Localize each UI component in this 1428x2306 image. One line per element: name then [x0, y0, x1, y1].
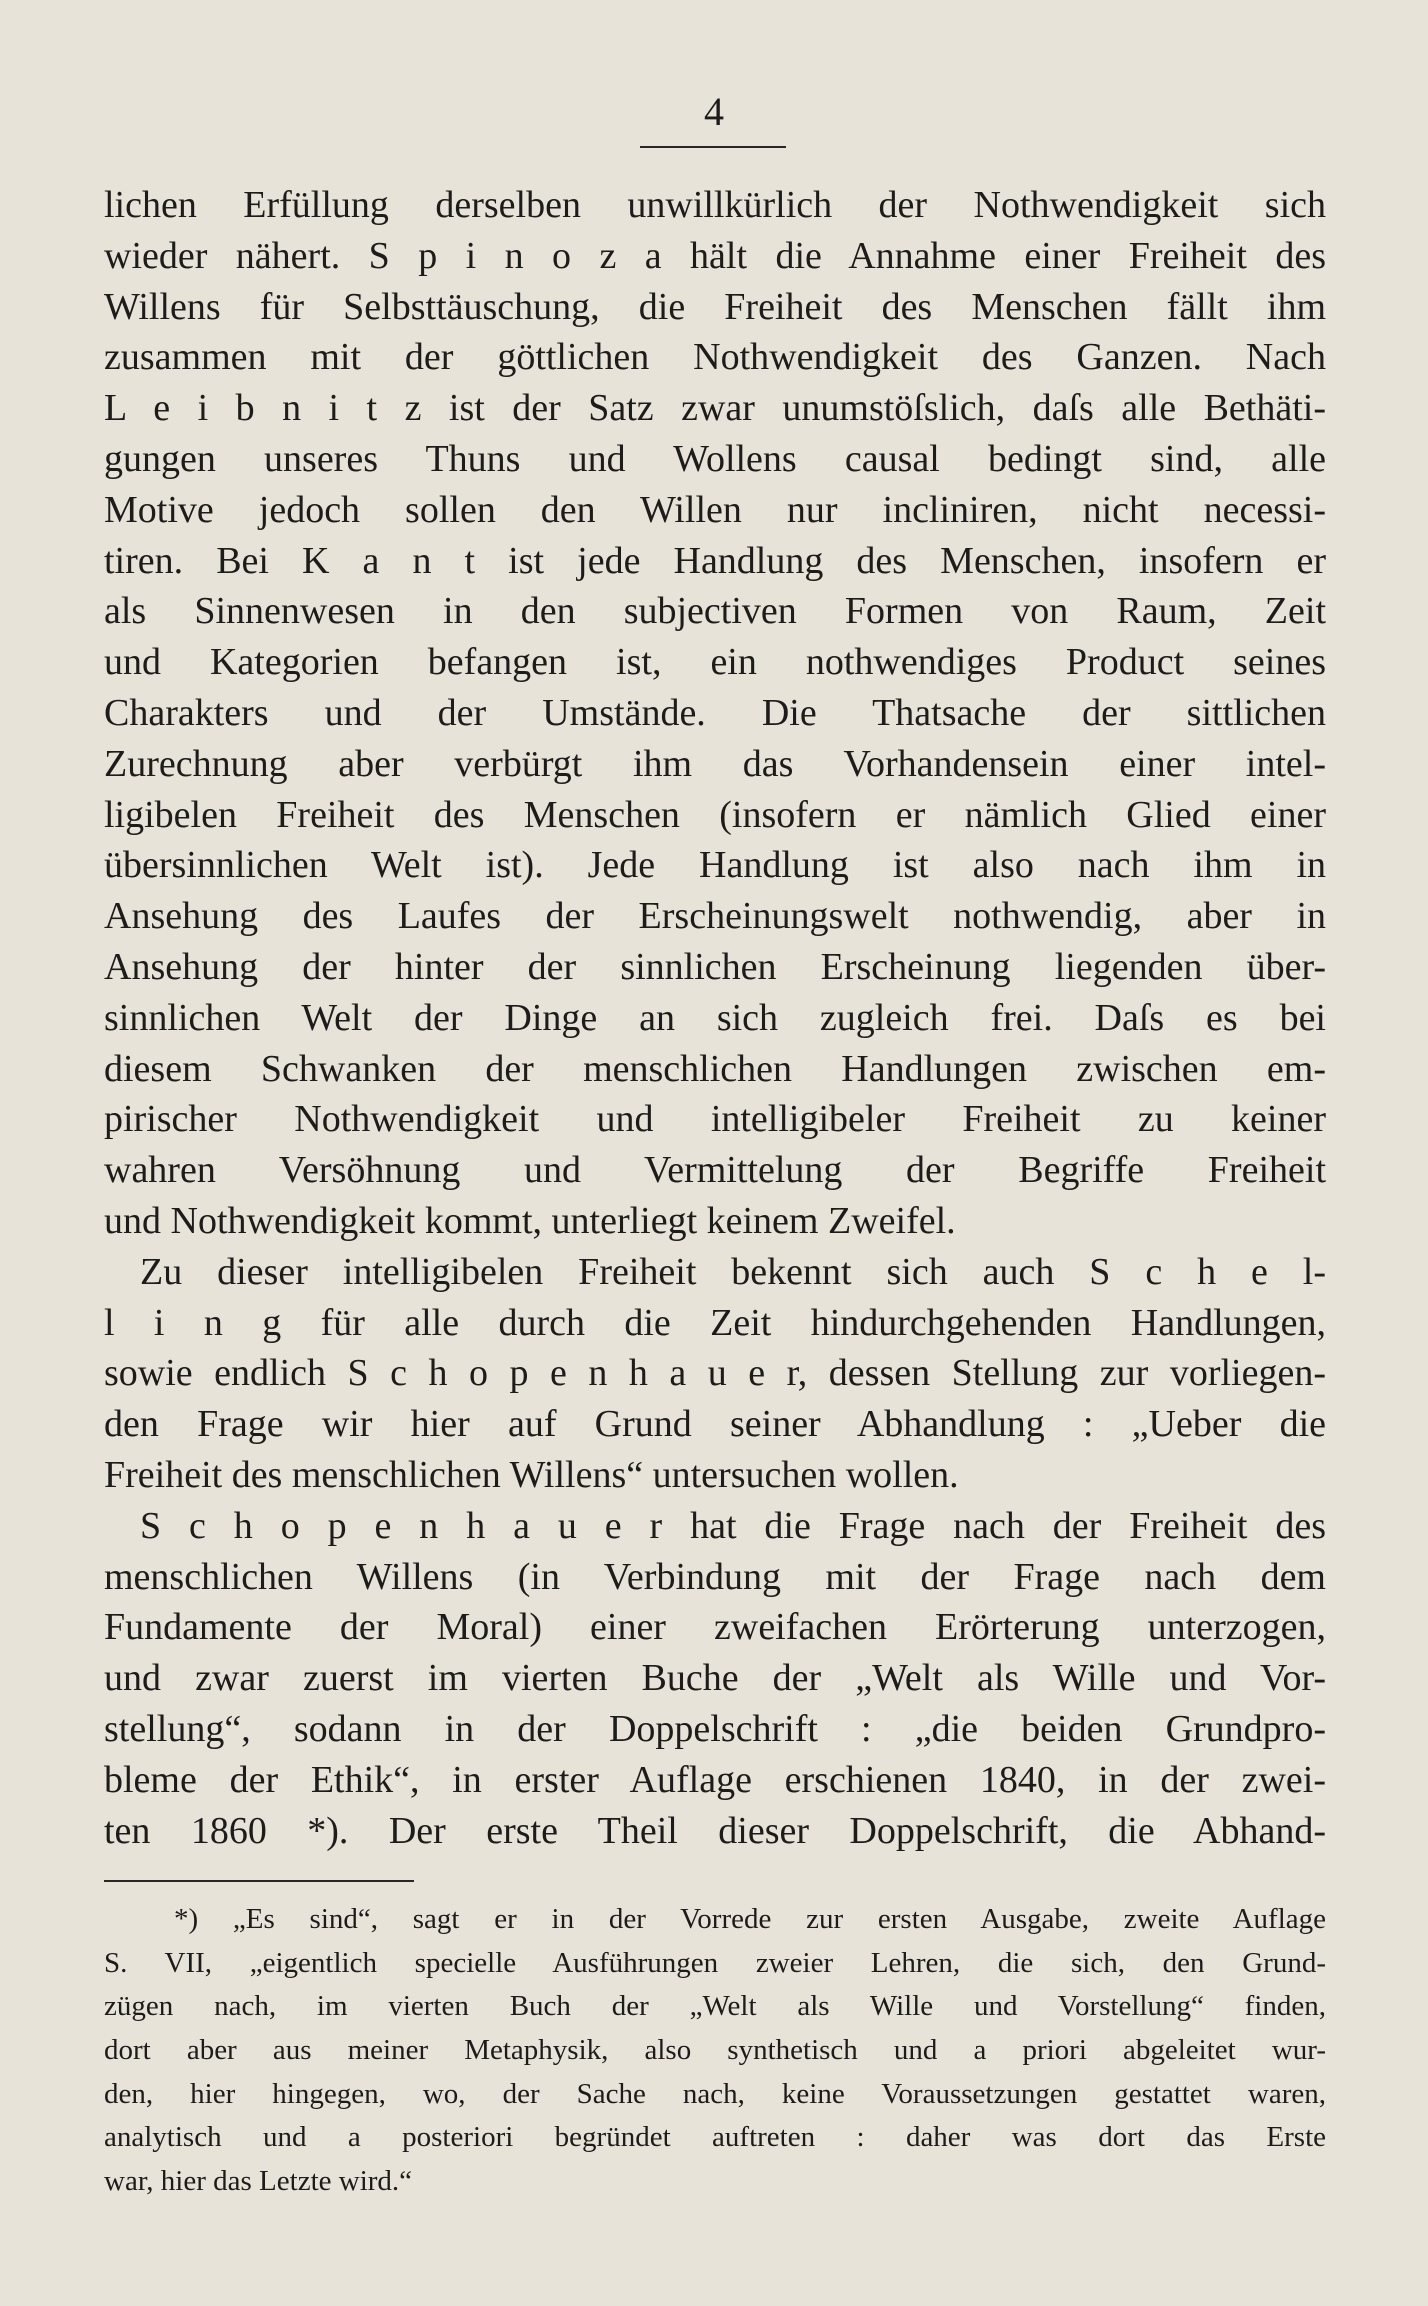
body-line: Ansehung der hinter der sinnlichen Erscheinung liegenden über-: [104, 945, 1326, 988]
body-line: und zwar zuerst im vierten Buche der „Welt als Wille und Vor-: [104, 1657, 1326, 1700]
body-line: übersinnlichen Welt ist). Jede Handlung ist also nach ihm in: [104, 844, 1326, 887]
body-line: sinnlichen Welt der Dinge an sich zugleich frei. Daſs es bei: [104, 996, 1326, 1039]
body-line: diesem Schwanken der menschlichen Handlungen zwischen em-: [104, 1047, 1326, 1090]
body-line: Freiheit des menschlichen Willens“ untersuchen wollen.: [104, 1453, 959, 1496]
body-line: Zu dieser intelligibelen Freiheit bekennt sich auch S c h e l-: [140, 1250, 1326, 1293]
body-line: Charakters und der Umstände. Die Thatsache der sittlichen: [104, 691, 1326, 734]
footnote-line: war, hier das Letzte wird.“: [104, 2165, 413, 2198]
body-line: Ansehung des Laufes der Erscheinungswelt nothwendig, aber in: [104, 895, 1326, 938]
footnote: [104, 1898, 1326, 2204]
body-line: lichen Erfüllung derselben unwillkürlich der Nothwendigkeit sich: [104, 184, 1326, 226]
body-line: Zurechnung aber verbürgt ihm das Vorhandensein einer intel-: [104, 742, 1326, 785]
footnote-line: dort aber aus meiner Metaphysik, also synthetisch und a priori abgeleitet wur-: [104, 2034, 1326, 2067]
body-line: zusammen mit der göttlichen Nothwendigkeit des Ganzen. Nach: [104, 336, 1326, 379]
body-line: bleme der Ethik“, in erster Auflage erschienen 1840, in der zwei-: [104, 1758, 1326, 1801]
body-line: und Nothwendigkeit kommt, unterliegt keinem Zweifel.: [104, 1199, 956, 1242]
body-line: Fundamente der Moral) einer zweifachen Erörterung unterzogen,: [104, 1606, 1326, 1649]
body-line: wieder nähert. S p i n o z a hält die Annahme einer Freiheit des: [104, 234, 1326, 277]
body-line: Willens für Selbsttäuschung, die Freiheit des Menschen fällt ihm: [104, 285, 1326, 328]
body-line: gungen unseres Thuns und Wollens causal bedingt sind, alle: [104, 437, 1326, 480]
body-line: ten 1860 *). Der erste Theil dieser Doppelschrift, die Abhand-: [104, 1809, 1326, 1852]
body-line: Motive jedoch sollen den Willen nur incliniren, nicht necessi-: [104, 488, 1326, 531]
body-line: menschlichen Willens (in Verbindung mit der Frage nach dem: [104, 1555, 1326, 1598]
body-text: [104, 180, 1326, 1856]
body-line: ligibelen Freiheit des Menschen (insofern er nämlich Glied einer: [104, 793, 1326, 836]
body-line: stellung“, sodann in der Doppelschrift : „die beiden Grundpro-: [104, 1707, 1326, 1750]
body-line: sowie endlich S c h o p e n h a u e r, dessen Stellung zur vorliegen-: [104, 1352, 1326, 1395]
body-line: als Sinnenwesen in den subjectiven Formen von Raum, Zeit: [104, 590, 1326, 633]
footnote-line: zügen nach, im vierten Buch der „Welt als Wille und Vorstellung“ finden,: [104, 1990, 1326, 2023]
body-line: wahren Versöhnung und Vermittelung der Begriffe Freiheit: [104, 1149, 1326, 1192]
footnote-line: S. VII, „eigentlich specielle Ausführungen zweier Lehren, die sich, den Grund-: [104, 1946, 1326, 1979]
footnote-line: den, hier hingegen, wo, der Sache nach, keine Voraussetzungen gestattet waren,: [104, 2077, 1326, 2110]
body-line: und Kategorien befangen ist, ein nothwendiges Product seines: [104, 641, 1326, 684]
body-line: S c h o p e n h a u e r hat die Frage nach der Freiheit des: [140, 1504, 1326, 1547]
body-line: den Frage wir hier auf Grund seiner Abhandlung : „Ueber die: [104, 1403, 1326, 1446]
body-line: l i n g für alle durch die Zeit hindurchgehenden Handlungen,: [104, 1301, 1326, 1344]
body-line: pirischer Nothwendigkeit und intelligibeler Freiheit zu keiner: [104, 1098, 1326, 1141]
footnote-line: *) „Es sind“, sagt er in der Vorrede zur ersten Ausgabe, zweite Auflage: [174, 1903, 1326, 1935]
header-rule: [640, 146, 786, 148]
body-line: tiren. Bei K a n t ist jede Handlung des Menschen, insofern er: [104, 539, 1326, 582]
footnote-rule: [104, 1880, 414, 1882]
footnote-line: analytisch und a posteriori begründet auftreten : daher was dort das Erste: [104, 2121, 1326, 2154]
body-line: L e i b n i t z ist der Satz zwar unumstöſslich, daſs alle Bethäti-: [104, 387, 1326, 430]
page-number: 4: [704, 89, 724, 134]
